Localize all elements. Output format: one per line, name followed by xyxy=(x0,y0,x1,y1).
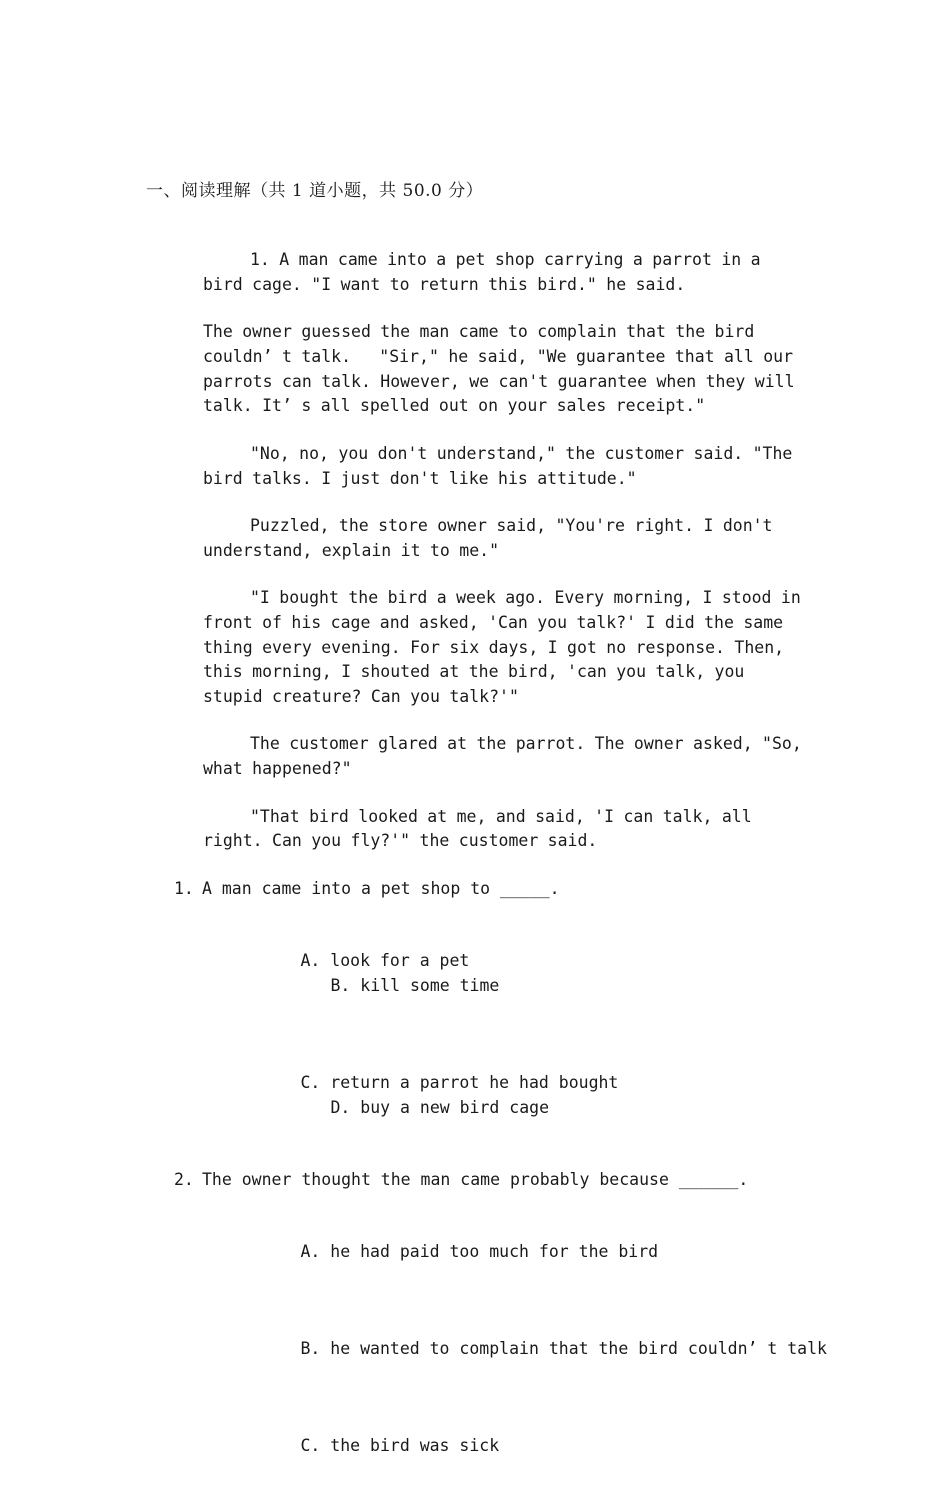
passage-paragraph: "That bird looked at me, and said, 'I can talk, all right. Can you fly?'" the customer said. xyxy=(203,806,762,851)
option-a: A. look for a pet xyxy=(300,951,470,971)
passage-paragraph: Puzzled, the store owner said, "You're right. I don't understand, explain it to me." xyxy=(203,515,782,560)
option-a: A. he had paid too much for the bird xyxy=(300,1241,659,1261)
question-stem xyxy=(174,1168,814,1193)
question-text: The owner thought the man came probably because ______. xyxy=(202,1169,749,1189)
question-number: 2. xyxy=(174,1169,194,1189)
option-c: C. the bird was sick xyxy=(300,1435,500,1455)
option-row xyxy=(174,1046,814,1145)
option-row xyxy=(174,1215,814,1289)
passage-paragraph: 1. A man came into a pet shop carrying a parrot in a bird cage. "I want to return this bird." he said. xyxy=(203,250,770,294)
passage-paragraph: "No, no, you don't understand," the customer said. "The bird talks. I just don't like his attitude." xyxy=(203,443,802,488)
question-number: 1. xyxy=(174,879,194,898)
question-stem xyxy=(174,877,814,902)
option-b: B. kill some time xyxy=(330,975,500,995)
option-row xyxy=(174,924,814,1023)
question-list xyxy=(174,877,827,1506)
option-row xyxy=(174,1312,827,1386)
question-text: A man came into a pet shop to _____. xyxy=(202,879,560,898)
passage-paragraph: "I bought the bird a week ago. Every morning, I stood in front of his cage and asked, 'Can you talk?' I did the same thing every evening. For six days, I got no response. Then, this morning, I shouted at the bird, 'can you talk, you stupid creature? Can you talk?'" xyxy=(203,587,811,707)
section-title: 一、阅读理解（共 1 道小题，共 50.0 分） xyxy=(146,181,484,201)
reading-passage xyxy=(203,248,812,877)
passage-paragraph: The customer glared at the parrot. The owner asked, "So, what happened?" xyxy=(203,734,812,779)
option-b: B. he wanted to complain that the bird couldn’ t talk xyxy=(300,1338,827,1358)
option-c: C. return a parrot he had bought xyxy=(300,1072,619,1092)
question-1 xyxy=(174,877,814,1145)
option-row xyxy=(174,1409,814,1483)
passage-paragraph: The owner guessed the man came to complain that the bird couldn’ t talk. "Sir," he said, "We guarantee that all our parrots can talk. However, we can't guarantee when they will talk. It’ s all spelled out on your sales receipt." xyxy=(203,322,804,416)
option-d: D. buy a new bird cage xyxy=(330,1097,550,1117)
question-2 xyxy=(174,1168,827,1483)
